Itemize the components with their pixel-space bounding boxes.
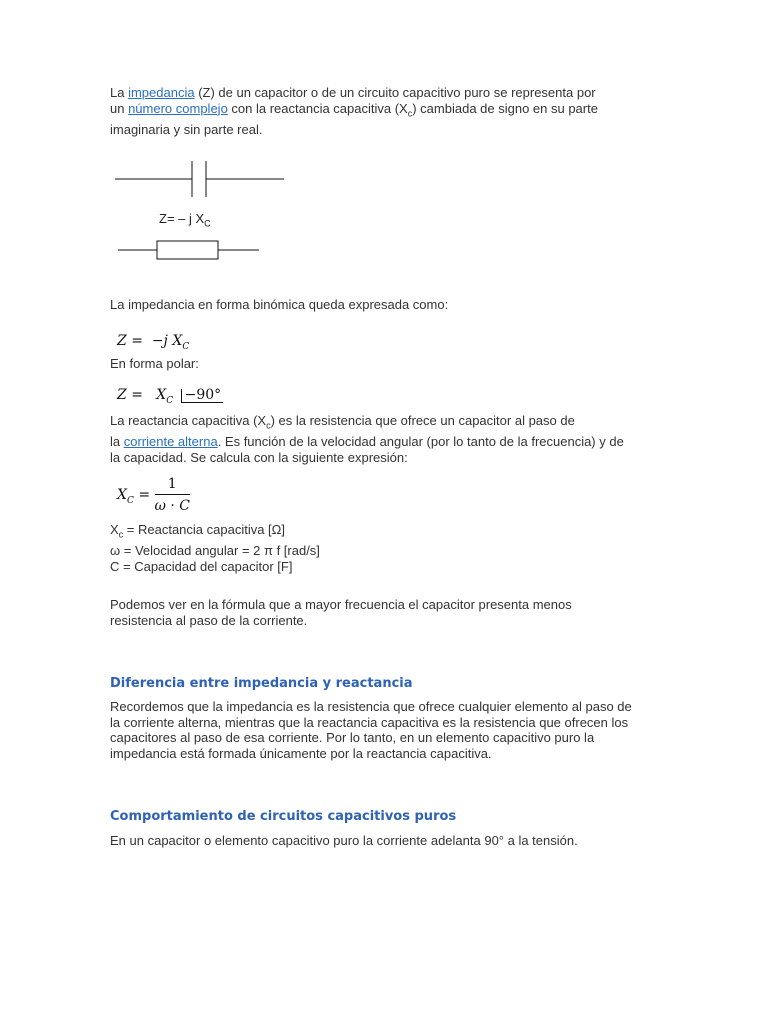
comportamiento-paragraph: En un capacitor o elemento capacitivo puro la corriente adelanta 90° a la tensión. [110,833,578,848]
reactance-fraction: $\frac{1}{\omega \cdot C}$ [154,476,190,514]
diferencia-paragraph: Recordemos que la impedancia es la resistencia que ofrece cualquier elemento al paso de la corriente alterna, mientras que la reactancia capacitiva es la resistencia que ofrecen los capacitores al paso de esa corriente. Por lo tanto, en un elemento capacitivo puro la impedancia está formada únicamente por la reactancia capacitiva. [110,699,632,761]
definitions-list [110,522,320,574]
binomial-intro-text: La impedancia en forma binómica queda expresada como: [110,297,449,312]
section-heading-comportamiento: Comportamiento de circuitos capacitivos puros [110,809,457,824]
binomial-formula: Z = −j $X_C$ [117,333,190,352]
impedance-box [157,241,218,259]
definition-omega: ω = Velocidad angular = 2 π f [rad/s] [110,543,320,559]
circuit-impedance-label: Z= – j $X_C$ [159,211,211,229]
conclusion-paragraph: Podemos ver en la fórmula que a mayor frecuencia el capacitor presenta menos resistencia al paso de la corriente. [110,597,572,628]
angle-symbol: −90° [181,389,224,403]
polar-intro-text: En forma polar: [110,356,199,371]
corriente-alterna-link[interactable]: corriente alterna [123,434,218,450]
impedancia-link[interactable]: impedancia [128,85,195,100]
section-heading-diferencia: Diferencia entre impedancia y reactancia [110,676,413,691]
reactance-paragraph: La reactancia capacitiva $(X_c)$ es la resistencia que ofrece un capacitor al paso de la corriente alterna. Es función de la velocidad angular (por lo tanto de la frecuencia) y de la capacidad. Se calcula con la siguiente expresión: [110,413,624,465]
numero-complejo-link[interactable]: número complejo [128,100,228,116]
polar-formula: Z = $X_C -90^\circ$ [117,387,222,406]
definition-xc: $X_c$ = Reactancia capacitiva [Ω] [110,522,285,540]
reactance-formula: $X_C$ = $\frac{1}{\omega \cdot C}$ [117,476,190,514]
intro-paragraph: La impedancia (Z) de un capacitor o de un circuito capacitivo puro se representa por un número complejo con la reactancia capacitiva $(X_c)$ cambiada de signo en su parte imaginaria y sin parte real. [110,85,598,137]
definition-c: C = Capacidad del capacitor [F] [110,558,293,574]
